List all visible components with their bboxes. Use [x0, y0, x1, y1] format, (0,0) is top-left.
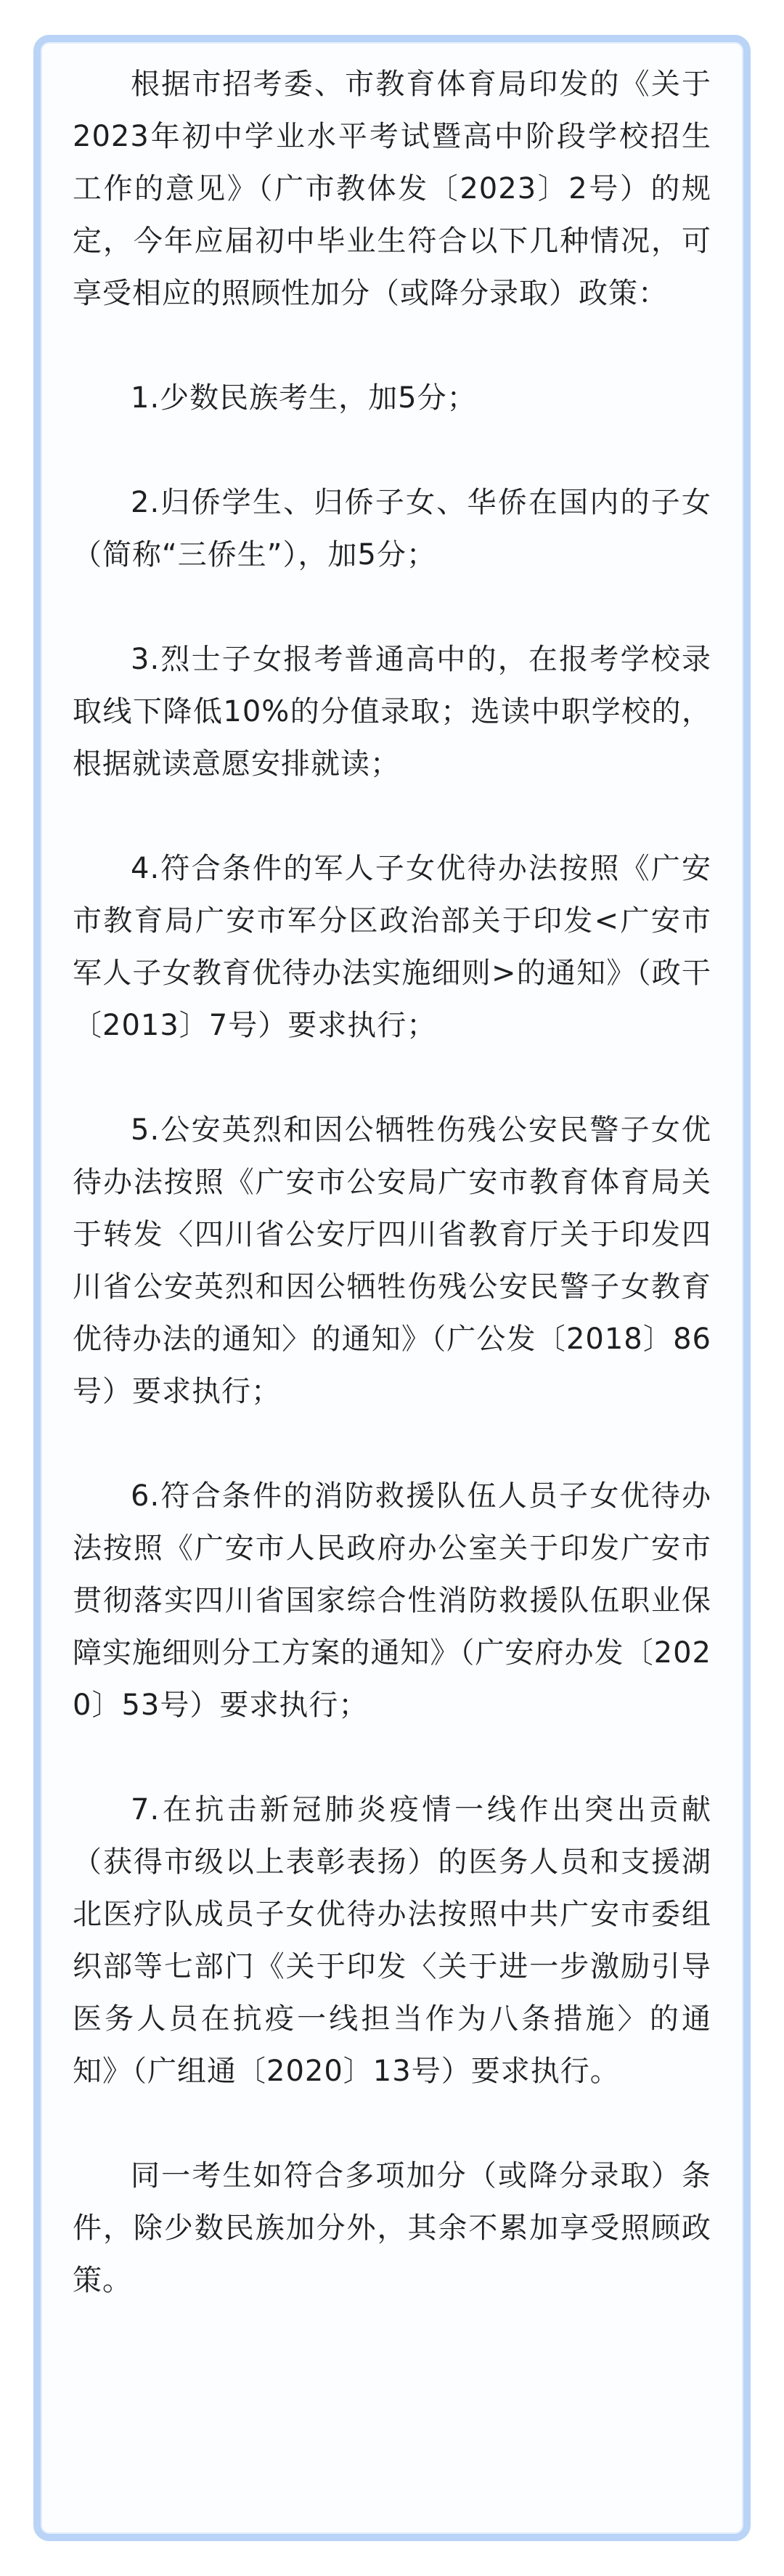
item-3-paragraph: 3.烈士子女报考普通高中的，在报考学校录取线下降低10%的分值录取；选读中职学校的，根据就读意愿安排就读； — [73, 643, 711, 781]
item-1-paragraph: 1.少数民族考生，加5分； — [131, 381, 477, 415]
item-6-paragraph: 6.符合条件的消防救援队伍人员子女优待办法按照《广安市人民政府办公室关于印发广安市贯彻落实四川省国家综合性消防救援队伍职业保障实施细则分工方案的通知》（广安府办发〔2020〕53号）要求执行； — [73, 1479, 711, 1722]
closing-paragraph: 同一考生如符合多项加分（或降分录取）条件，除少数民族加分外，其余不累加享受照顾政策。 — [73, 2159, 711, 2297]
item-7-paragraph: 7.在抗击新冠肺炎疫情一线作出突出贡献（获得市级以上表彰表扬）的医务人员和支援湖北医疗队成员子女优待办法按照中共广安市委组织部等七部门《关于印发〈关于进一步激励引导医务人员在抗疫一线担当作为八条措施〉的通知》（广组通〔2020〕13号）要求执行。 — [73, 1793, 711, 2088]
item-5-paragraph: 5.公安英烈和因公牺牲伤残公安民警子女优待办法按照《广安市公安局广安市教育体育局关于转发〈四川省公安厅四川省教育厅关于印发四川省公安英烈和因公牺牲伤残公安民警子女教育优待办法的通知〉的通知》（广公发〔2018〕86号）要求执行； — [73, 1113, 711, 1408]
intro-paragraph: 根据市招考委、市教育体育局印发的《关于2023年初中学业水平考试暨高中阶段学校招生工作的意见》（广市教体发〔2023〕2号）的规定，今年应届初中毕业生符合以下几种情况，可享受相应的照顾性加分（或降分录取）政策： — [73, 68, 711, 310]
item-4-paragraph: 4.符合条件的军人子女优待办法按照《广安市教育局广安市军分区政治部关于印发<广安市军人子女教育优待办法实施细则>的通知》（政干〔2013〕7号）要求执行； — [73, 852, 711, 1042]
item-2-paragraph: 2.归侨学生、归侨子女、华侨在国内的子女（简称“三侨生”），加5分； — [73, 486, 711, 572]
document-body — [73, 58, 711, 2307]
